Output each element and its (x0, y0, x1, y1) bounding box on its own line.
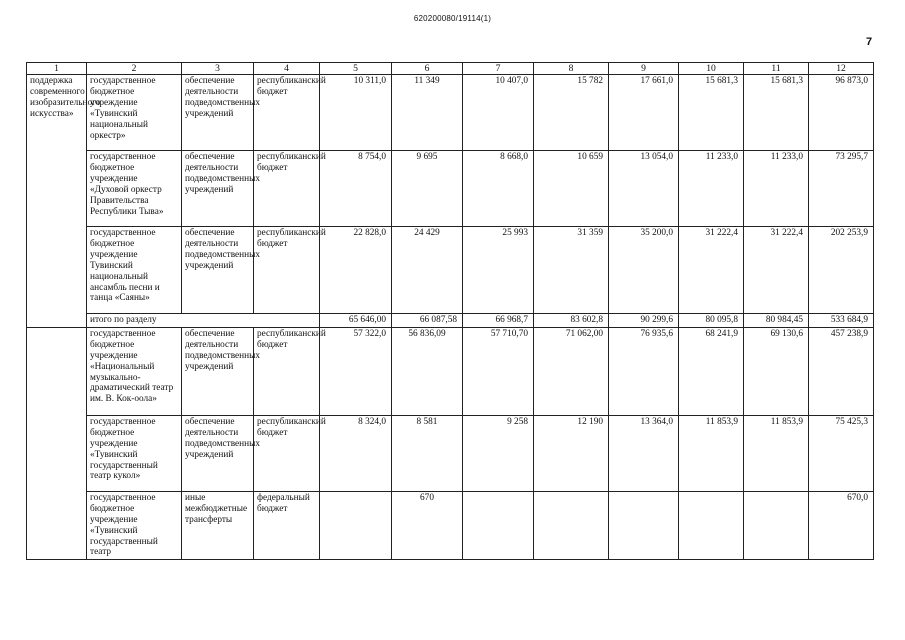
value-cell: 13 364,0 (609, 415, 679, 491)
empty-cell (27, 327, 87, 559)
subtotal-value: 66 087,58 (392, 314, 463, 328)
subtotal-value: 533 684,9 (809, 314, 874, 328)
table-row (27, 75, 874, 151)
org-cell: государственное бюджетное учреждение «Тувинский государственный театр (87, 491, 182, 559)
value-cell: 73 295,7 (809, 151, 874, 227)
subtotal-value: 90 299,6 (609, 314, 679, 328)
value-cell: 56 836,09 (392, 327, 463, 415)
source-cell: республиканский бюджет (254, 75, 320, 151)
subtotal-value: 80 095,8 (679, 314, 744, 328)
header-cell: 11 (744, 63, 809, 75)
budget-table (26, 62, 874, 560)
header-cell: 9 (609, 63, 679, 75)
value-cell: 24 429 (392, 227, 463, 314)
value-cell: 76 935,6 (609, 327, 679, 415)
value-cell (320, 491, 392, 559)
org-cell: государственное бюджетное учреждение «Тувинский национальный оркестр» (87, 75, 182, 151)
org-cell: государственное бюджетное учреждение «Национальный музыкально-драматический театр им. В. Кок-оола» (87, 327, 182, 415)
subtotal-value: 83 602,8 (534, 314, 609, 328)
value-cell: 96 873,0 (809, 75, 874, 151)
source-cell: республиканский бюджет (254, 327, 320, 415)
value-cell: 15 681,3 (679, 75, 744, 151)
source-cell: республиканский бюджет (254, 227, 320, 314)
value-cell: 10 659 (534, 151, 609, 227)
subtotal-value: 65 646,00 (320, 314, 392, 328)
value-cell: 17 661,0 (609, 75, 679, 151)
header-cell: 8 (534, 63, 609, 75)
source-cell: федеральный бюджет (254, 491, 320, 559)
subtotal-label: итого по разделу (87, 314, 320, 328)
header-cell: 5 (320, 63, 392, 75)
purpose-cell: обеспечение деятельности подведомственных учреждений (182, 227, 254, 314)
table-row (27, 227, 874, 314)
value-cell: 11 349 (392, 75, 463, 151)
value-cell: 8 581 (392, 415, 463, 491)
table-row (27, 327, 874, 415)
value-cell: 71 062,00 (534, 327, 609, 415)
value-cell (609, 491, 679, 559)
header-cell: 6 (392, 63, 463, 75)
document-id: 620200080/19114(1) (413, 14, 492, 23)
value-cell: 9 695 (392, 151, 463, 227)
value-cell (534, 491, 609, 559)
header-row (27, 63, 874, 75)
value-cell: 12 190 (534, 415, 609, 491)
header-cell: 7 (463, 63, 534, 75)
value-cell (463, 491, 534, 559)
header-cell: 3 (182, 63, 254, 75)
value-cell: 57 710,70 (463, 327, 534, 415)
subtotal-value: 66 968,7 (463, 314, 534, 328)
value-cell (679, 491, 744, 559)
value-cell: 15 782 (534, 75, 609, 151)
value-cell: 22 828,0 (320, 227, 392, 314)
value-cell: 11 233,0 (679, 151, 744, 227)
value-cell: 8 324,0 (320, 415, 392, 491)
header-cell: 12 (809, 63, 874, 75)
value-cell: 31 359 (534, 227, 609, 314)
value-cell: 9 258 (463, 415, 534, 491)
purpose-cell: обеспечение деятельности подведомственных учреждений (182, 327, 254, 415)
header-cell: 4 (254, 63, 320, 75)
value-cell: 11 853,9 (744, 415, 809, 491)
purpose-cell: обеспечение деятельности подведомственных учреждений (182, 75, 254, 151)
org-cell: государственное бюджетное учреждение «Духовой оркестр Правительства Республики Тыва» (87, 151, 182, 227)
value-cell: 202 253,9 (809, 227, 874, 314)
table-row (27, 491, 874, 559)
header-cell: 1 (27, 63, 87, 75)
value-cell: 11 233,0 (744, 151, 809, 227)
value-cell (744, 491, 809, 559)
table-row (27, 151, 874, 227)
purpose-cell: иные межбюджетные трансферты (182, 491, 254, 559)
value-cell: 11 853,9 (679, 415, 744, 491)
group-label-cell: поддержка современного изобразительного искусства» (27, 75, 87, 328)
value-cell: 13 054,0 (609, 151, 679, 227)
org-cell: государственное бюджетное учреждение Тувинский национальный ансамбль песни и танца «Саяны» (87, 227, 182, 314)
value-cell: 8 668,0 (463, 151, 534, 227)
header-cell: 2 (87, 63, 182, 75)
subtotal-value: 80 984,45 (744, 314, 809, 328)
table-row (27, 415, 874, 491)
subtotal-row (27, 314, 874, 328)
value-cell: 75 425,3 (809, 415, 874, 491)
header-cell: 10 (679, 63, 744, 75)
source-cell: республиканский бюджет (254, 415, 320, 491)
page-number: 7 (866, 36, 873, 48)
value-cell: 8 754,0 (320, 151, 392, 227)
value-cell: 457 238,9 (809, 327, 874, 415)
value-cell: 69 130,6 (744, 327, 809, 415)
purpose-cell: обеспечение деятельности подведомственных учреждений (182, 415, 254, 491)
value-cell: 15 681,3 (744, 75, 809, 151)
value-cell: 31 222,4 (679, 227, 744, 314)
source-cell: республиканский бюджет (254, 151, 320, 227)
org-cell: государственное бюджетное учреждение «Тувинский государственный театр кукол» (87, 415, 182, 491)
value-cell: 10 407,0 (463, 75, 534, 151)
value-cell: 670,0 (809, 491, 874, 559)
value-cell: 25 993 (463, 227, 534, 314)
value-cell: 57 322,0 (320, 327, 392, 415)
value-cell: 670 (392, 491, 463, 559)
purpose-cell: обеспечение деятельности подведомственных учреждений (182, 151, 254, 227)
value-cell: 31 222,4 (744, 227, 809, 314)
value-cell: 35 200,0 (609, 227, 679, 314)
value-cell: 10 311,0 (320, 75, 392, 151)
value-cell: 68 241,9 (679, 327, 744, 415)
